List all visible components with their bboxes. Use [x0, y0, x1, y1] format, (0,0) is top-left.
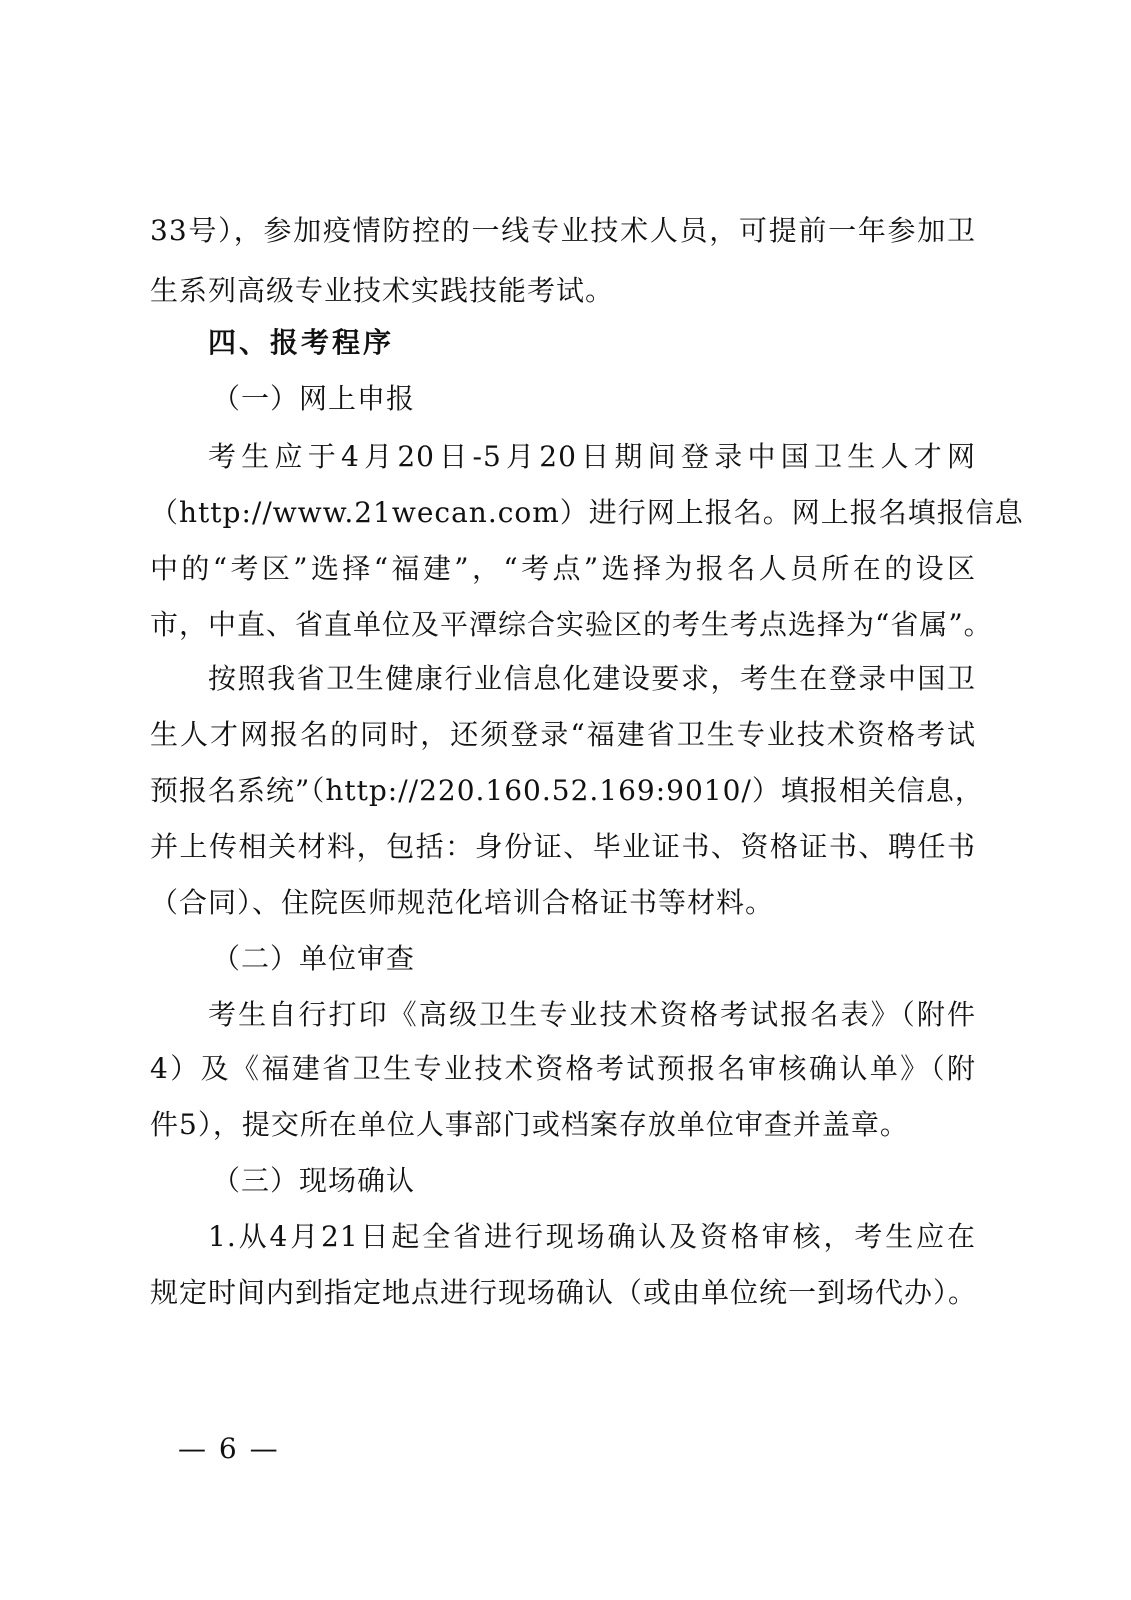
page-number: — 6 — — [178, 1432, 280, 1465]
subsection-heading-2: （二）单位审查 — [212, 942, 416, 975]
body-line-16: 4）及《福建省卫生专业技术资格考试预报名审核确认单》（附 — [150, 1052, 976, 1085]
body-line-20: 规定时间内到指定地点进行现场确认（或由单位统一到场代办）。 — [150, 1276, 978, 1309]
body-line-15: 考生自行打印《高级卫生专业技术资格考试报名表》（附件 — [208, 998, 976, 1031]
body-line-8: 市，中直、省直单位及平潭综合实验区的考生考点选择为“省属”。 — [150, 608, 993, 641]
body-line-11: 预报名系统”（http://220.160.52.169:9010/）填报相关信息， — [150, 774, 984, 807]
section-heading-4: 四、报考程序 — [208, 326, 395, 359]
body-line-2: 生系列高级专业技术实践技能考试。 — [150, 274, 615, 307]
subsection-heading-1: （一）网上申报 — [212, 382, 416, 415]
body-line-1: 33号），参加疫情防控的一线专业技术人员，可提前一年参加卫 — [150, 214, 976, 247]
body-line-13: （合同）、住院医师规范化培训合格证书等材料。 — [150, 886, 775, 919]
body-line-17: 件5），提交所在单位人事部门或档案存放单位审查并盖章。 — [150, 1108, 909, 1141]
subsection-heading-3: （三）现场确认 — [212, 1164, 416, 1197]
body-line-6: （http://www.21wecan.com）进行网上报名。网上报名填报信息 — [150, 496, 1024, 529]
body-line-19: 1.从4月21日起全省进行现场确认及资格审核，考生应在 — [208, 1220, 976, 1253]
body-line-7: 中的“考区”选择“福建”，“考点”选择为报名人员所在的设区 — [150, 552, 976, 585]
body-line-12: 并上传相关材料，包括：身份证、毕业证书、资格证书、聘任书 — [150, 830, 976, 863]
body-line-10: 生人才网报名的同时，还须登录“福建省卫生专业技术资格考试 — [150, 718, 976, 751]
body-line-9: 按照我省卫生健康行业信息化建设要求，考生在登录中国卫 — [208, 662, 976, 695]
body-line-5: 考生应于4月20日-5月20日期间登录中国卫生人才网 — [208, 440, 976, 473]
